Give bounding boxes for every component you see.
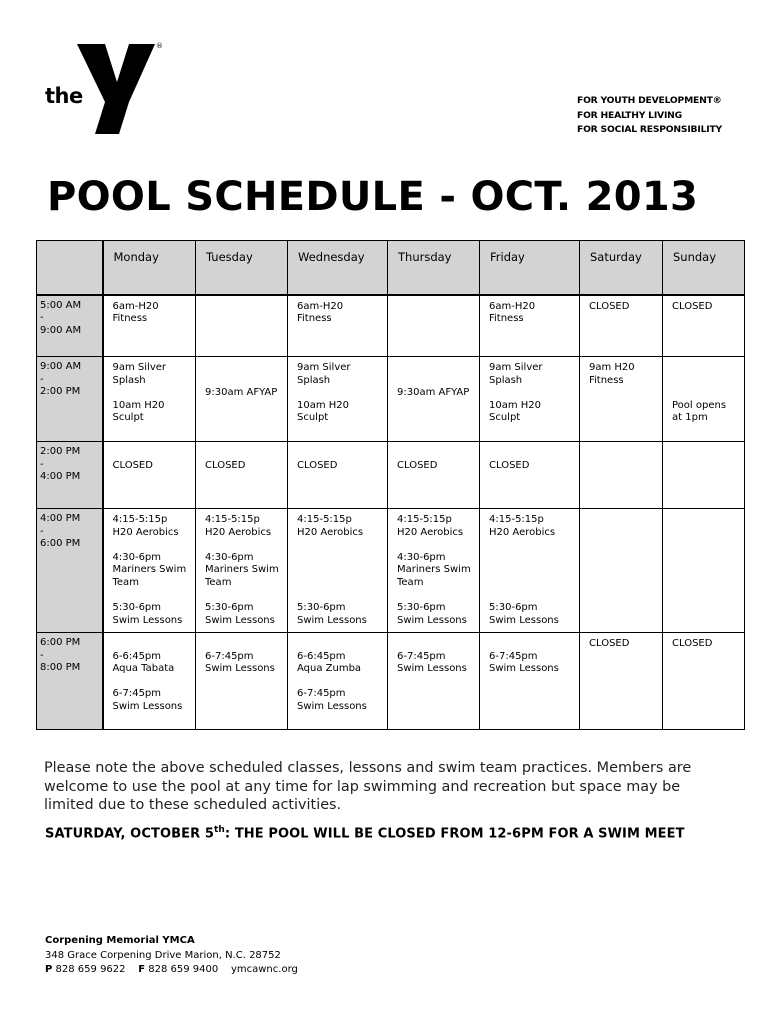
footer-phone-line	[45, 963, 298, 978]
activity-line: 5:30-6pm	[112, 602, 162, 614]
day-header: Saturday	[580, 241, 663, 295]
activity-line: 4:30-6pm	[397, 551, 446, 563]
cell-spacer	[489, 590, 575, 603]
cell-spacer	[113, 447, 192, 460]
activity-line: 10am H20 Sculpt	[297, 399, 350, 424]
cell-spacer	[397, 375, 475, 388]
schedule-table	[36, 240, 745, 730]
cell-spacer	[205, 539, 283, 552]
time-slot-line: 2:00 PM	[40, 446, 81, 457]
activity-line: CLOSED	[589, 638, 630, 649]
tagline	[577, 94, 722, 138]
cell-spacer	[205, 375, 283, 388]
day-header: Monday	[103, 241, 196, 295]
time-slot-line: 2:00 PM	[40, 386, 81, 398]
activity-line: Swim Lessons	[112, 700, 183, 712]
cell-spacer	[113, 387, 192, 400]
cell-spacer	[297, 552, 383, 565]
activity-line: 6-7:45pm	[205, 650, 254, 662]
schedule-cell	[103, 357, 196, 442]
activity-line: Fitness	[489, 313, 524, 325]
time-slot	[37, 442, 103, 509]
cell-spacer	[397, 638, 475, 651]
time-slot-line: 9:00 AM	[40, 361, 82, 372]
time-slot	[37, 509, 103, 633]
schedule-cell	[580, 633, 663, 730]
tagline-line: FOR HEALTHY LIVING	[577, 109, 683, 121]
activity-line: 6-6:45pm	[297, 650, 346, 662]
page-title: POOL SCHEDULE - OCT. 2013	[47, 174, 699, 220]
day-header: Wednesday	[288, 241, 388, 295]
activity-line: Swim Lessons	[297, 614, 367, 626]
time-slot-line: 6:00 PM	[40, 637, 81, 648]
cell-spacer	[297, 577, 383, 590]
activity-line: Splash	[112, 374, 146, 386]
time-slot	[37, 633, 103, 730]
activity-line: 6-7:45pm	[397, 650, 446, 662]
schedule-cell	[480, 633, 580, 730]
activity-line: Swim Lessons	[489, 614, 559, 626]
cell-spacer	[489, 552, 575, 565]
schedule-cell	[288, 295, 388, 357]
cell-spacer	[113, 539, 192, 552]
announcement-date: SATURDAY, OCTOBER 5	[45, 826, 214, 842]
activity-line: CLOSED	[589, 300, 630, 312]
schedule-cell	[480, 509, 580, 633]
cell-spacer	[489, 564, 575, 577]
schedule-cell	[388, 633, 480, 730]
time-slot-line: -	[40, 525, 44, 537]
logo-registered-mark: ®	[156, 42, 163, 50]
schedule-row	[37, 633, 745, 730]
time-slot-line: 8:00 PM	[40, 662, 81, 674]
activity-line: 9am Silver	[112, 362, 166, 373]
activity-line: 5:30-6pm	[489, 602, 538, 614]
activity-line: Mariners Swim	[112, 564, 187, 576]
schedule-cell	[663, 357, 745, 442]
activity-line: H20 Aerobics	[112, 526, 179, 538]
day-header: Tuesday	[196, 241, 288, 295]
fax-number: 828 659 9400	[148, 964, 219, 975]
time-slot-line: -	[40, 373, 44, 385]
website-link[interactable]: ymcawnc.org	[230, 964, 298, 975]
cell-spacer	[397, 447, 475, 460]
activity-line: 10am H20 Sculpt	[489, 399, 542, 424]
activity-line: Pool opens	[672, 399, 727, 411]
cell-spacer	[672, 375, 740, 388]
cell-spacer	[489, 447, 575, 460]
schedule-cell	[388, 442, 480, 509]
activity-line: H20 Aerobics	[489, 526, 556, 538]
day-header: Thursday	[388, 241, 480, 295]
phone-label: P	[45, 964, 53, 975]
activity-line: CLOSED	[672, 300, 713, 312]
activity-line: Fitness	[297, 313, 332, 325]
activity-line: CLOSED	[489, 459, 530, 471]
cell-spacer	[672, 362, 740, 375]
activity-line: Mariners Swim	[205, 564, 279, 576]
activity-line: Team	[397, 576, 424, 588]
activity-line: 4:15-5:15p	[112, 514, 168, 525]
activity-line: Swim Lessons	[297, 700, 367, 712]
activity-line: Swim Lessons	[205, 614, 275, 626]
activity-line: 6-7:45pm	[112, 688, 162, 700]
activity-line: Splash	[297, 374, 331, 386]
schedule-cell	[480, 442, 580, 509]
activity-line: 5:30-6pm	[297, 602, 346, 614]
activity-line: CLOSED	[112, 459, 153, 471]
activity-line: Aqua Zumba	[297, 663, 362, 675]
cell-spacer	[297, 564, 383, 577]
cell-spacer	[297, 676, 383, 689]
time-slot-line: 6:00 PM	[40, 538, 81, 550]
cell-spacer	[489, 539, 575, 552]
schedule-row	[37, 295, 745, 357]
closure-announcement	[45, 825, 685, 841]
ymca-logo	[45, 42, 167, 136]
schedule-cell	[480, 357, 580, 442]
day-header: Sunday	[663, 241, 745, 295]
day-header: Friday	[480, 241, 580, 295]
activity-line: 10am H20	[112, 399, 165, 411]
activity-line: Fitness	[112, 313, 148, 325]
time-slot-line: -	[40, 312, 44, 324]
activity-line: 6-7:45pm	[297, 688, 346, 700]
schedule-cell	[580, 509, 663, 633]
phone-number: 828 659 9622	[55, 964, 126, 975]
activity-line: 9:30am AFYAP	[397, 387, 470, 399]
header-corner	[37, 241, 103, 295]
activity-line: CLOSED	[205, 459, 246, 471]
schedule-cell	[388, 295, 480, 357]
schedule-cell	[388, 509, 480, 633]
cell-spacer	[297, 387, 383, 400]
activity-line: Team	[112, 576, 139, 588]
cell-spacer	[297, 447, 383, 460]
cell-spacer	[205, 447, 283, 460]
cell-spacer	[297, 539, 383, 552]
activity-line: CLOSED	[297, 459, 338, 471]
cell-spacer	[297, 590, 383, 603]
schedule-row	[37, 509, 745, 633]
schedule-cell	[196, 509, 288, 633]
activity-line: Aqua Tabata	[112, 663, 175, 675]
announcement-text: : THE POOL WILL BE CLOSED FROM 12-6PM FOR A SWIM MEET	[224, 826, 685, 842]
cell-spacer	[489, 387, 575, 400]
cell-spacer	[205, 362, 283, 375]
activity-line: Splash	[489, 374, 523, 386]
schedule-cell	[103, 295, 196, 357]
schedule-cell	[103, 509, 196, 633]
schedule-cell	[103, 442, 196, 509]
cell-spacer	[205, 590, 283, 603]
activity-line: 4:30-6pm	[112, 551, 162, 563]
time-slot-line: 4:00 PM	[40, 513, 81, 524]
activity-line: 6am-H20	[489, 300, 536, 312]
time-slot	[37, 357, 103, 442]
time-slot-line: -	[40, 649, 44, 661]
logo-ymca-text: YMCA	[115, 100, 131, 122]
activity-line: Swim Lessons	[397, 663, 467, 675]
activity-line: 5:30-6pm	[205, 602, 254, 614]
schedule-cell	[288, 509, 388, 633]
cell-spacer	[397, 539, 475, 552]
cell-spacer	[489, 577, 575, 590]
cell-spacer	[113, 638, 192, 651]
activity-line: 6am-H20	[297, 300, 344, 312]
activity-line: 6-7:45pm	[489, 650, 538, 662]
cell-spacer	[113, 590, 192, 603]
time-slot-line: 9:00 AM	[40, 324, 82, 336]
schedule-cell	[663, 509, 745, 633]
schedule-cell	[288, 633, 388, 730]
activity-line: 9:30am AFYAP	[205, 387, 278, 399]
cell-spacer	[672, 387, 740, 400]
time-slot-line: 4:00 PM	[40, 471, 81, 483]
activity-line: 9am Silver	[297, 362, 351, 373]
footer-contact	[45, 934, 298, 978]
schedule-cell	[663, 633, 745, 730]
schedule-cell	[288, 357, 388, 442]
activity-line: 9am Silver	[489, 362, 543, 373]
schedule-row	[37, 442, 745, 509]
time-slot-line: 5:00 AM	[40, 299, 82, 311]
schedule-cell	[580, 442, 663, 509]
activity-line: 4:15-5:15p	[489, 514, 544, 525]
schedule-cell	[388, 357, 480, 442]
footer-org-name: Corpening Memorial YMCA	[45, 935, 195, 946]
cell-spacer	[297, 638, 383, 651]
activity-line: 5:30-6pm	[397, 602, 446, 614]
cell-spacer	[205, 638, 283, 651]
schedule-note: Please note the above scheduled classes, lessons and swim team practices. Members are welcome to use the pool at any time for lap swimming and recreation but space may be limited due to these scheduled activities.	[44, 760, 692, 814]
activity-line: 9am H20	[589, 362, 635, 373]
schedule-cell	[480, 295, 580, 357]
activity-line: Team	[205, 576, 232, 588]
activity-line: H20 Aerobics	[297, 526, 364, 538]
activity-line: Sculpt	[112, 412, 144, 424]
activity-line: Swim Lessons	[489, 663, 559, 675]
activity-line: Swim Lessons	[112, 614, 183, 626]
activity-line: 6-6:45pm	[112, 650, 162, 662]
logo-word: the	[45, 84, 83, 108]
activity-line: Swim Lessons	[205, 663, 275, 675]
time-slot	[37, 295, 103, 357]
time-slot-line: -	[40, 458, 44, 470]
schedule-cell	[196, 633, 288, 730]
activity-line: 4:15-5:15p	[205, 514, 260, 525]
tagline-line: FOR SOCIAL RESPONSIBILITY	[577, 124, 722, 135]
activity-line: 6am-H20	[112, 300, 159, 312]
activity-line: CLOSED	[672, 638, 713, 649]
schedule-cell	[580, 357, 663, 442]
footer-address: 348 Grace Corpening Drive Marion, N.C. 28752	[45, 949, 281, 961]
ymca-y-mark-icon	[75, 42, 157, 136]
schedule-cell	[196, 357, 288, 442]
day-header-row	[37, 241, 745, 295]
cell-spacer	[489, 638, 575, 651]
schedule-cell	[580, 295, 663, 357]
schedule-cell	[103, 633, 196, 730]
activity-line: at 1pm	[672, 412, 708, 424]
schedule-cell	[288, 442, 388, 509]
schedule-cell	[196, 442, 288, 509]
activity-line: 4:15-5:15p	[397, 514, 452, 525]
schedule-cell	[663, 442, 745, 509]
activity-line: CLOSED	[397, 459, 438, 471]
activity-line: H20 Aerobics	[205, 526, 272, 538]
activity-line: 4:30-6pm	[205, 551, 254, 563]
cell-spacer	[397, 362, 475, 375]
activity-line: Mariners Swim	[397, 564, 471, 576]
fax-label: F	[138, 964, 146, 975]
tagline-line: FOR YOUTH DEVELOPMENT®	[577, 95, 722, 106]
cell-spacer	[113, 676, 192, 689]
schedule-row	[37, 357, 745, 442]
schedule-cell	[663, 295, 745, 357]
schedule-cell	[196, 295, 288, 357]
activity-line: 4:15-5:15p	[297, 514, 352, 525]
cell-spacer	[397, 590, 475, 603]
announcement-superscript: th	[213, 825, 225, 835]
activity-line: Fitness	[589, 374, 624, 386]
activity-line: H20 Aerobics	[397, 526, 464, 538]
activity-line: Swim Lessons	[397, 614, 467, 626]
